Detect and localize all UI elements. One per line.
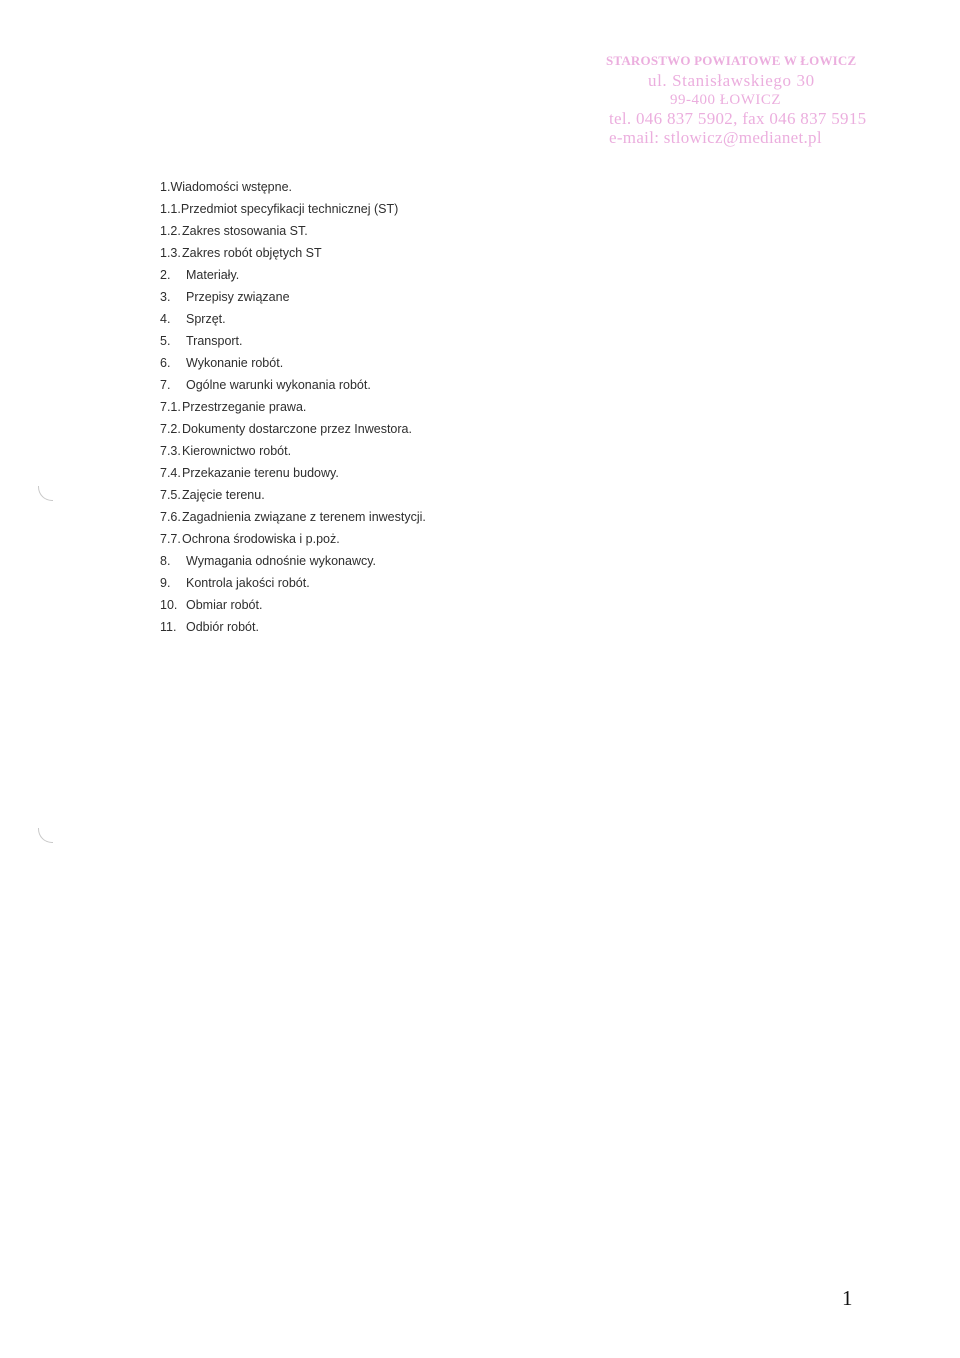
- toc-item-title: Przedmiot specyfikacji technicznej (ST): [180, 202, 399, 216]
- toc-item: [160, 462, 426, 484]
- toc-item-number: 7.6.: [160, 510, 181, 524]
- toc-item-number: 7.5.: [160, 488, 181, 502]
- toc-item-title: Odbiór robót.: [186, 620, 259, 634]
- toc-item-title: Obmiar robót.: [186, 598, 263, 612]
- toc-item-number: 7.1.: [160, 400, 181, 414]
- toc-item: [160, 308, 426, 330]
- toc-item-number: 2.: [160, 268, 171, 282]
- toc-item-title: Dokumenty dostarczone przez Inwestora.: [182, 422, 412, 436]
- toc-item: [160, 594, 426, 616]
- toc-item-title: Ogólne warunki wykonania robót.: [186, 378, 371, 392]
- toc-item-title: Kierownictwo robót.: [182, 444, 292, 458]
- toc-item-title: Wymagania odnośnie wykonawcy.: [186, 554, 377, 568]
- toc-item: [160, 616, 426, 638]
- toc-item: [160, 528, 426, 550]
- page-number: 1: [842, 1286, 853, 1310]
- toc-item: [160, 484, 426, 506]
- toc-item: [160, 396, 426, 418]
- toc-item: [160, 176, 426, 198]
- toc-item-number: 5.: [160, 334, 171, 348]
- toc-item-number: 1.1.: [160, 202, 181, 216]
- toc-item-number: 1.: [160, 180, 171, 194]
- toc-item-title: Transport.: [186, 334, 243, 348]
- office-stamp: [606, 46, 867, 150]
- toc-item-title: Sprzęt.: [186, 312, 226, 326]
- toc-item: [160, 374, 426, 396]
- toc-item: [160, 264, 426, 286]
- toc-item-number: 9.: [160, 576, 171, 590]
- toc-item-title: Ochrona środowiska i p.poż.: [182, 532, 340, 546]
- toc-item: [160, 220, 426, 242]
- stamp-email: e-mail: stlowicz@medianet.pl: [609, 128, 822, 147]
- toc-item-number: 1.2.: [160, 224, 181, 238]
- toc-item-title: Przekazanie terenu budowy.: [182, 466, 339, 480]
- toc-item-title: Zakres robót objętych ST: [182, 246, 322, 260]
- toc-item: [160, 440, 426, 462]
- table-of-contents: [160, 176, 426, 638]
- toc-item: [160, 550, 426, 572]
- toc-item-title: Kontrola jakości robót.: [186, 576, 310, 590]
- toc-item-number: 7.7.: [160, 532, 181, 546]
- toc-item: [160, 198, 426, 220]
- hole-punch-mark: [38, 486, 53, 501]
- stamp-phone-fax: tel. 046 837 5902, fax 046 837 5915: [609, 109, 867, 128]
- toc-item-title: Zagadnienia związane z terenem inwestycji.: [182, 510, 426, 524]
- toc-item-number: 11.: [160, 620, 177, 634]
- toc-item: [160, 330, 426, 352]
- toc-item-number: 7.3.: [160, 444, 181, 458]
- toc-item-title: Wiadomości wstępne.: [170, 180, 293, 194]
- toc-item-title: Zakres stosowania ST.: [182, 224, 308, 238]
- toc-item-number: 10.: [160, 598, 178, 612]
- toc-item-title: Materiały.: [186, 268, 240, 282]
- toc-item-number: 7.4.: [160, 466, 181, 480]
- toc-item-title: Wykonanie robót.: [186, 356, 284, 370]
- toc-item-title: Przestrzeganie prawa.: [182, 400, 307, 414]
- toc-item-number: 3.: [160, 290, 171, 304]
- toc-item-number: 1.3.: [160, 246, 181, 260]
- stamp-street: ul. Stanisławskiego 30: [648, 71, 815, 90]
- toc-item-number: 7.2.: [160, 422, 181, 436]
- toc-item: [160, 572, 426, 594]
- toc-item-number: 4.: [160, 312, 171, 326]
- toc-item-number: 6.: [160, 356, 171, 370]
- stamp-postal-city: 99-400 ŁOWICZ: [670, 92, 782, 108]
- hole-punch-mark: [38, 828, 53, 843]
- toc-item-title: Przepisy związane: [186, 290, 290, 304]
- toc-item-number: 7.: [160, 378, 171, 392]
- toc-item: [160, 506, 426, 528]
- toc-item-title: Zajęcie terenu.: [182, 488, 265, 502]
- toc-item: [160, 286, 426, 308]
- toc-item: [160, 242, 426, 264]
- stamp-office-name: STAROSTWO POWIATOWE W ŁOWICZ: [606, 53, 857, 68]
- toc-item: [160, 352, 426, 374]
- toc-item: [160, 418, 426, 440]
- toc-item-number: 8.: [160, 554, 171, 568]
